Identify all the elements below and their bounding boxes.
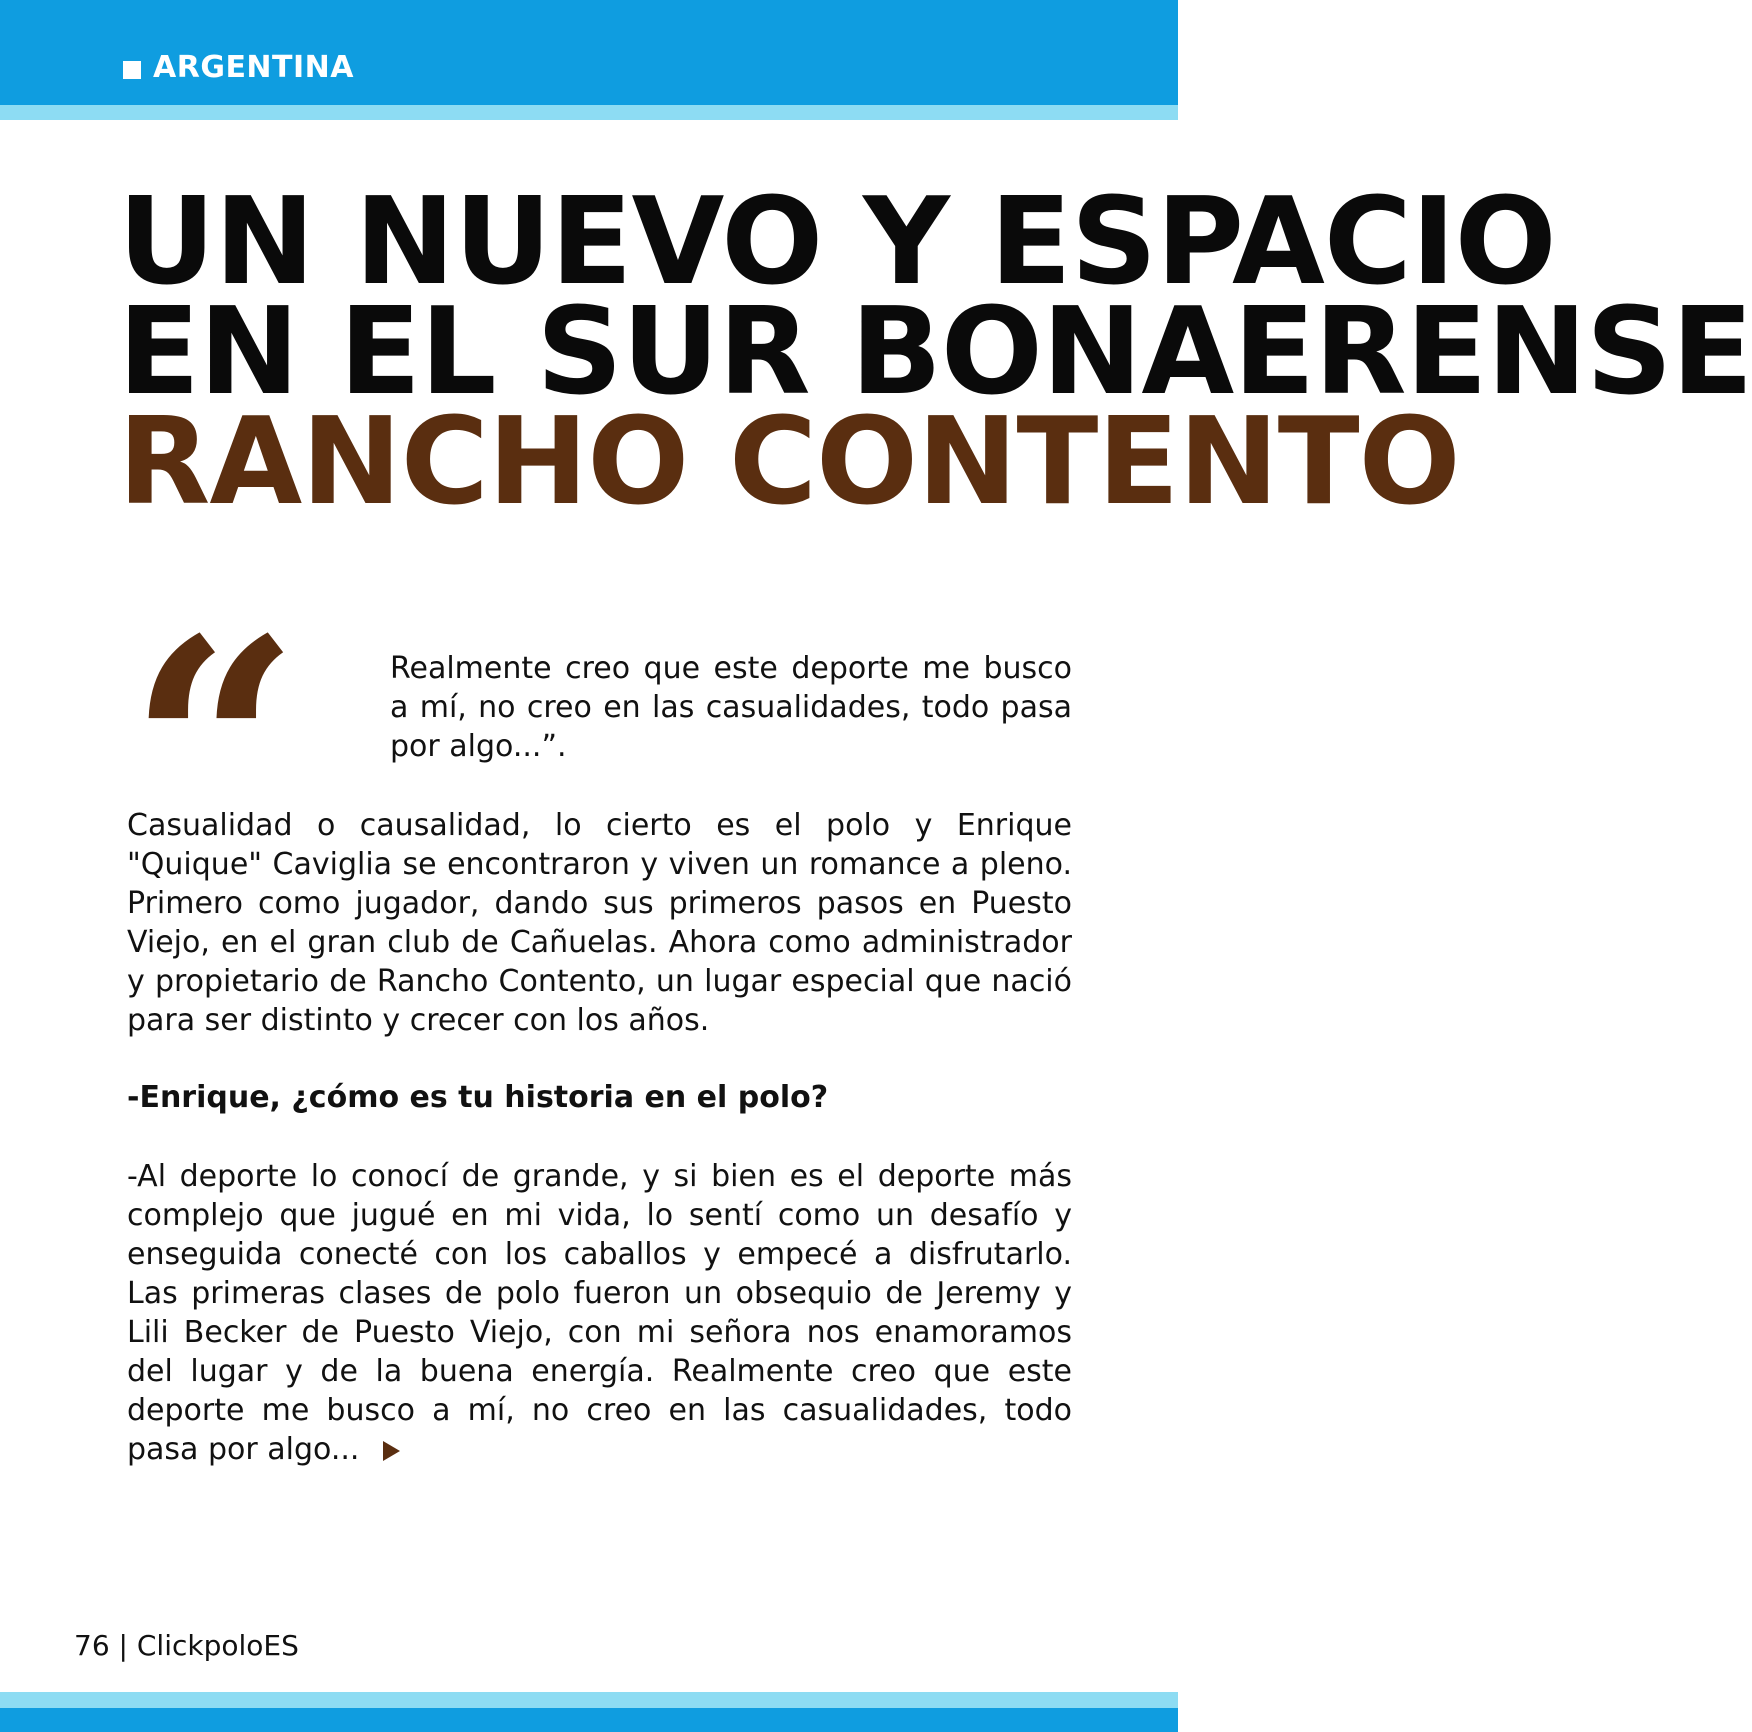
interview-answer-text: -Al deporte lo conocí de grande, y si bien es el deporte más complejo que jugué en mi vida, lo sentí como un desafío y enseguida conecté con los caballos y empecé a disfrutarlo. Las primeras clases de polo fueron un obsequio de Jeremy y Lili Becker de Puesto Viejo, con mi señora nos enamoramos del lugar y de la buena energía. Realmente creo que este deporte me busco a mí, no creo en las casualidades, todo pasa por algo... bbox=[127, 1159, 1072, 1467]
right-triangle-icon bbox=[383, 1441, 400, 1461]
section-label: ARGENTINA bbox=[153, 50, 354, 85]
pullquote-text: Realmente creo que este deporte me busco a mí, no creo en las casualidades, todo pasa por algo...”. bbox=[390, 651, 1072, 764]
article-intro: Casualidad o causalidad, lo cierto es el polo y Enrique "Quique" Caviglia se encontraron y viven un romance a pleno. Primero como jugador, dando sus primeros pasos en Puesto Viejo, en el gran club de Cañuelas. Ahora como administrador y propietario de Rancho Contento, un lugar especial que nació para ser distinto y crecer con los años. bbox=[127, 808, 1072, 1038]
headline-line-3: RANCHO CONTENTO bbox=[118, 393, 1460, 532]
square-icon bbox=[123, 61, 141, 79]
headline-line-1: UN NUEVO Y ESPACIO bbox=[118, 173, 1556, 312]
quote-mark-icon: “ bbox=[128, 573, 301, 926]
footer-band bbox=[0, 1708, 1178, 1732]
headline bbox=[118, 173, 1752, 532]
interview-answer bbox=[127, 1157, 1072, 1469]
interview-question: -Enrique, ¿cómo es tu historia en el polo? bbox=[127, 1080, 829, 1115]
headline-line-2: EN EL SUR BONAERENSE bbox=[118, 283, 1752, 422]
footer-stripe bbox=[0, 1692, 1178, 1708]
page-footer: 76 | ClickpoloES bbox=[74, 1629, 299, 1662]
header-stripe bbox=[0, 105, 1178, 120]
